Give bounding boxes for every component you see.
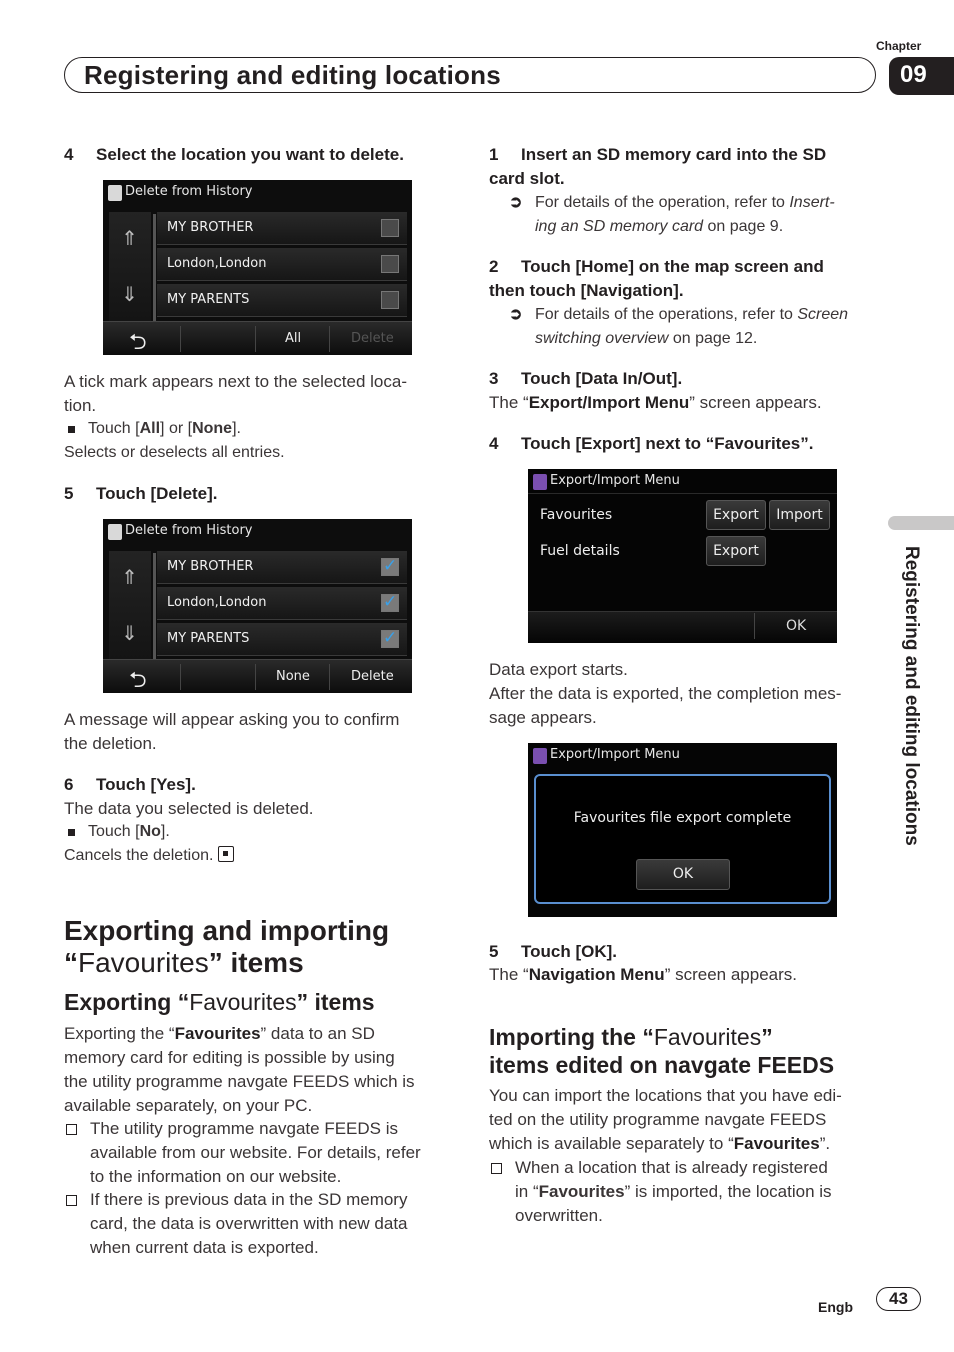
export-fuel-button[interactable]: Export (706, 536, 766, 566)
list-item[interactable]: MY BROTHER ✓ (157, 551, 407, 584)
checkbox[interactable] (381, 219, 399, 237)
all-button[interactable]: All (285, 331, 302, 346)
step-5-heading: 5 Touch [Delete]. (64, 484, 218, 503)
subsection-title: Exporting “Favourites” items (64, 989, 375, 1015)
exporting-paragraph: Exporting the “Favourites” data to an SD memory card for editing is possible by using the utility programme navgate FEEDS which is available separately, on your PC. (64, 1024, 415, 1115)
list-item[interactable]: London,London (157, 248, 407, 281)
checkbox-checked[interactable] (381, 594, 399, 612)
right-step-3-heading: 3 Touch [Data In/Out]. (489, 369, 683, 388)
confirm-message-text: A message will appear asking you to confirm the deletion. (64, 710, 400, 753)
ok-button[interactable]: OK (786, 618, 807, 634)
export-starts-text: Data export starts. After the data is exported, the completion mes- sage appears. (489, 660, 842, 727)
scroll-column[interactable] (109, 212, 151, 322)
chapter-title: Registering and editing locations (84, 60, 501, 90)
bottom-bar (103, 321, 412, 355)
back-icon[interactable]: ⮌ (129, 330, 147, 355)
screen-title: Delete from History (125, 523, 253, 538)
history-icon (108, 185, 122, 201)
delete-button[interactable]: Delete (351, 331, 394, 346)
scrollbar[interactable] (153, 553, 156, 663)
tick-text: A tick mark appears next to the selected loca- tion. (64, 372, 408, 415)
bottom-bar (103, 659, 412, 693)
list-item[interactable]: London,London ✓ (157, 587, 407, 620)
history-icon (108, 524, 122, 540)
export-import-menu-text: The “Export/Import Menu” screen appears. (489, 393, 822, 412)
export-favourites-button[interactable]: Export (706, 500, 766, 530)
scroll-down-icon[interactable]: ⇓ (121, 282, 138, 306)
importing-title: Importing the “Favourites” items edited on navgate FEEDS (489, 1024, 835, 1078)
list-item[interactable]: MY PARENTS (157, 284, 407, 317)
chapter-number: 09 (889, 57, 954, 95)
completion-dialog (534, 774, 831, 904)
list-item[interactable]: MY PARENTS ✓ (157, 623, 407, 656)
screen-title: Export/Import Menu (550, 473, 680, 488)
back-icon[interactable]: ⮌ (129, 668, 147, 693)
delete-history-screen (103, 180, 412, 355)
completion-message: Favourites file export complete (573, 810, 792, 826)
right-step-5-heading: 5 Touch [OK]. (489, 942, 617, 961)
right-step-1-heading: 1 Insert an SD memory card into the SD card slot. (489, 145, 827, 188)
side-tab-label: Registering and editing locations (901, 546, 922, 846)
screen-title: Delete from History (125, 184, 253, 199)
delete-button[interactable]: Delete (351, 669, 394, 684)
right-step-4-heading: 4 Touch [Export] next to “Favourites”. (489, 434, 814, 453)
ok-button[interactable]: OK (636, 859, 730, 890)
touch-all-bullet: Touch [All] or [None]. (64, 417, 241, 441)
selects-text: Selects or deselects all entries. (64, 444, 285, 461)
page-number: 43 (876, 1287, 921, 1311)
touch-no-bullet: Touch [No]. (64, 820, 170, 844)
side-tab-marker (888, 516, 954, 530)
deleted-text: The data you selected is deleted. (64, 799, 314, 818)
language-code: Engb (818, 1299, 853, 1315)
checkbox[interactable] (381, 255, 399, 273)
checkbox-checked[interactable] (381, 630, 399, 648)
export-import-menu-screen (528, 469, 837, 643)
right-step-2-heading: 2 Touch [Home] on the map screen and then touch [Navigation]. (489, 257, 824, 300)
list-item[interactable]: MY BROTHER (157, 212, 407, 245)
cancels-text: Cancels the deletion. (64, 844, 234, 868)
section-title: Exporting and importing “Favourites” items (64, 915, 390, 978)
note-import-overwrite: When a location that is already registered in “Favourites” is imported, the location is overwritten. (489, 1156, 832, 1228)
note-website: The utility programme navgate FEEDS is available from our website. For details, refer to the information on our website. (64, 1117, 421, 1189)
note-overwrite: If there is previous data in the SD memory card, the data is overwritten with new data when current data is exported. (64, 1188, 408, 1260)
delete-history-screen-checked (103, 519, 412, 693)
none-button[interactable]: None (276, 669, 310, 684)
scroll-up-icon[interactable]: ⇑ (121, 565, 138, 589)
checkbox[interactable] (381, 291, 399, 309)
scroll-up-icon[interactable]: ⇑ (121, 226, 138, 250)
end-mark-icon (218, 846, 234, 862)
favourites-label: Favourites (540, 507, 613, 523)
navigation-menu-text: The “Navigation Menu” screen appears. (489, 965, 797, 984)
checkbox-checked[interactable] (381, 558, 399, 576)
import-favourites-button[interactable]: Import (769, 500, 830, 530)
scrollbar[interactable] (153, 214, 156, 324)
menu-icon (533, 748, 547, 764)
importing-paragraph: You can import the locations that you have edi- ted on the utility programme navgate FEEDS which is available separately to “Favourites”. (489, 1086, 842, 1153)
step-6-heading: 6 Touch [Yes]. (64, 775, 196, 794)
screen-title: Export/Import Menu (550, 747, 680, 762)
export-complete-screen (528, 743, 837, 917)
fuel-details-label: Fuel details (540, 543, 620, 559)
note-sd-card: ➲ For details of the operation, refer to Insert- ing an SD memory card on page 9. (509, 194, 835, 235)
scroll-column[interactable] (109, 551, 151, 661)
scroll-down-icon[interactable]: ⇓ (121, 621, 138, 645)
note-screen-switching: ➲ For details of the operations, refer to Screen switching overview on page 12. (509, 306, 849, 347)
menu-icon (533, 474, 547, 490)
chapter-label: Chapter (876, 39, 922, 53)
step-4-heading: 4 Select the location you want to delete. (64, 145, 404, 164)
